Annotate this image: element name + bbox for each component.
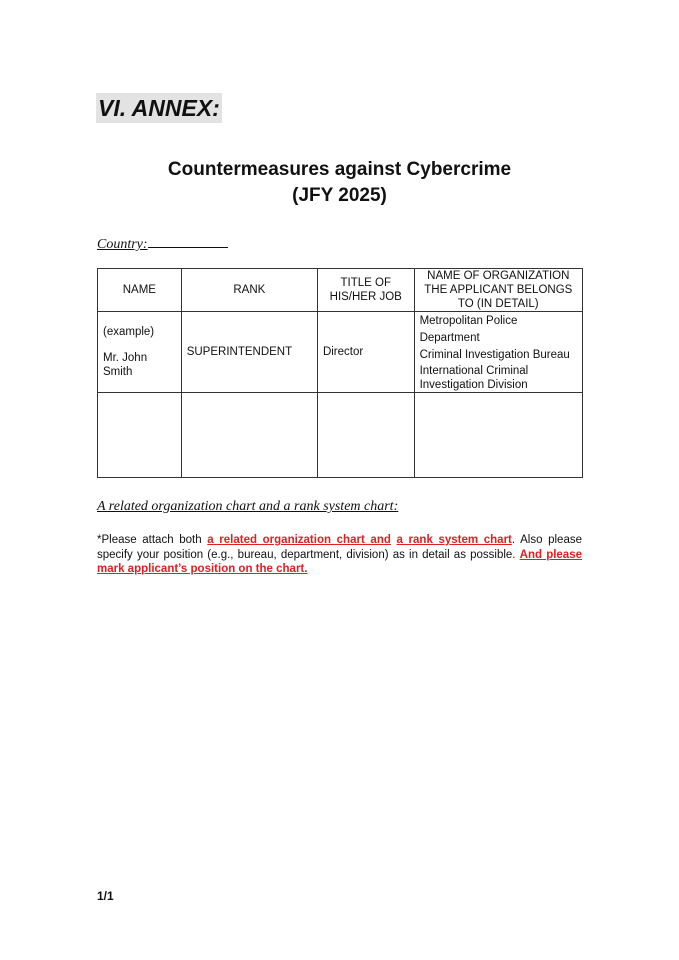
example-name: Mr. John Smith (103, 352, 148, 378)
header-rank: RANK (181, 269, 317, 312)
note-text-1: *Please attach both (97, 534, 208, 546)
example-rank: SUPERINTENDENT (181, 312, 317, 393)
example-org-line-1: Metropolitan Police Department (419, 314, 518, 344)
note-text-2: . Also please specify your position (e.g., bureau, department, division) as in detail as possible. (97, 534, 582, 561)
applicant-row (98, 393, 583, 478)
example-name-cell (98, 312, 182, 393)
applicant-title-cell[interactable] (317, 393, 414, 478)
country-field (97, 234, 228, 253)
note-rank-chart: a rank system chart (396, 534, 512, 546)
title-line-2: (JFY 2025) (292, 185, 387, 206)
document-title (0, 157, 679, 209)
header-name: NAME (98, 269, 182, 312)
applicant-org-cell[interactable] (414, 393, 582, 478)
example-org-cell (414, 312, 582, 393)
related-chart-heading: A related organization chart and a rank system chart: (97, 499, 399, 514)
example-org-line-3: International Criminal Investigation Division (419, 364, 529, 391)
country-label: Country: (97, 237, 148, 252)
example-org-line-2: Criminal Investigation Bureau (419, 348, 570, 361)
annex-heading: VI. ANNEX: (98, 95, 220, 121)
example-tag: (example) (103, 326, 155, 338)
page-number: 1/1 (97, 889, 114, 903)
title-line-1: Countermeasures against Cybercrime (167, 159, 512, 180)
applicant-table (97, 268, 583, 478)
instruction-note (97, 533, 582, 577)
header-job-title: TITLE OF HIS/HER JOB (317, 269, 414, 312)
country-blank-line[interactable] (148, 234, 228, 248)
note-and: and (370, 534, 391, 546)
example-title: Director (317, 312, 414, 393)
note-org-chart: a related organization chart (207, 534, 371, 546)
example-row (98, 312, 583, 393)
header-organization: NAME OF ORGANIZATION THE APPLICANT BELONGS TO (IN DETAIL) (414, 269, 582, 312)
note-mark-position: And please mark applicant’s position on the chart. (97, 548, 582, 575)
table-header-row (98, 269, 583, 312)
applicant-name-cell[interactable] (98, 393, 182, 478)
applicant-rank-cell[interactable] (181, 393, 317, 478)
